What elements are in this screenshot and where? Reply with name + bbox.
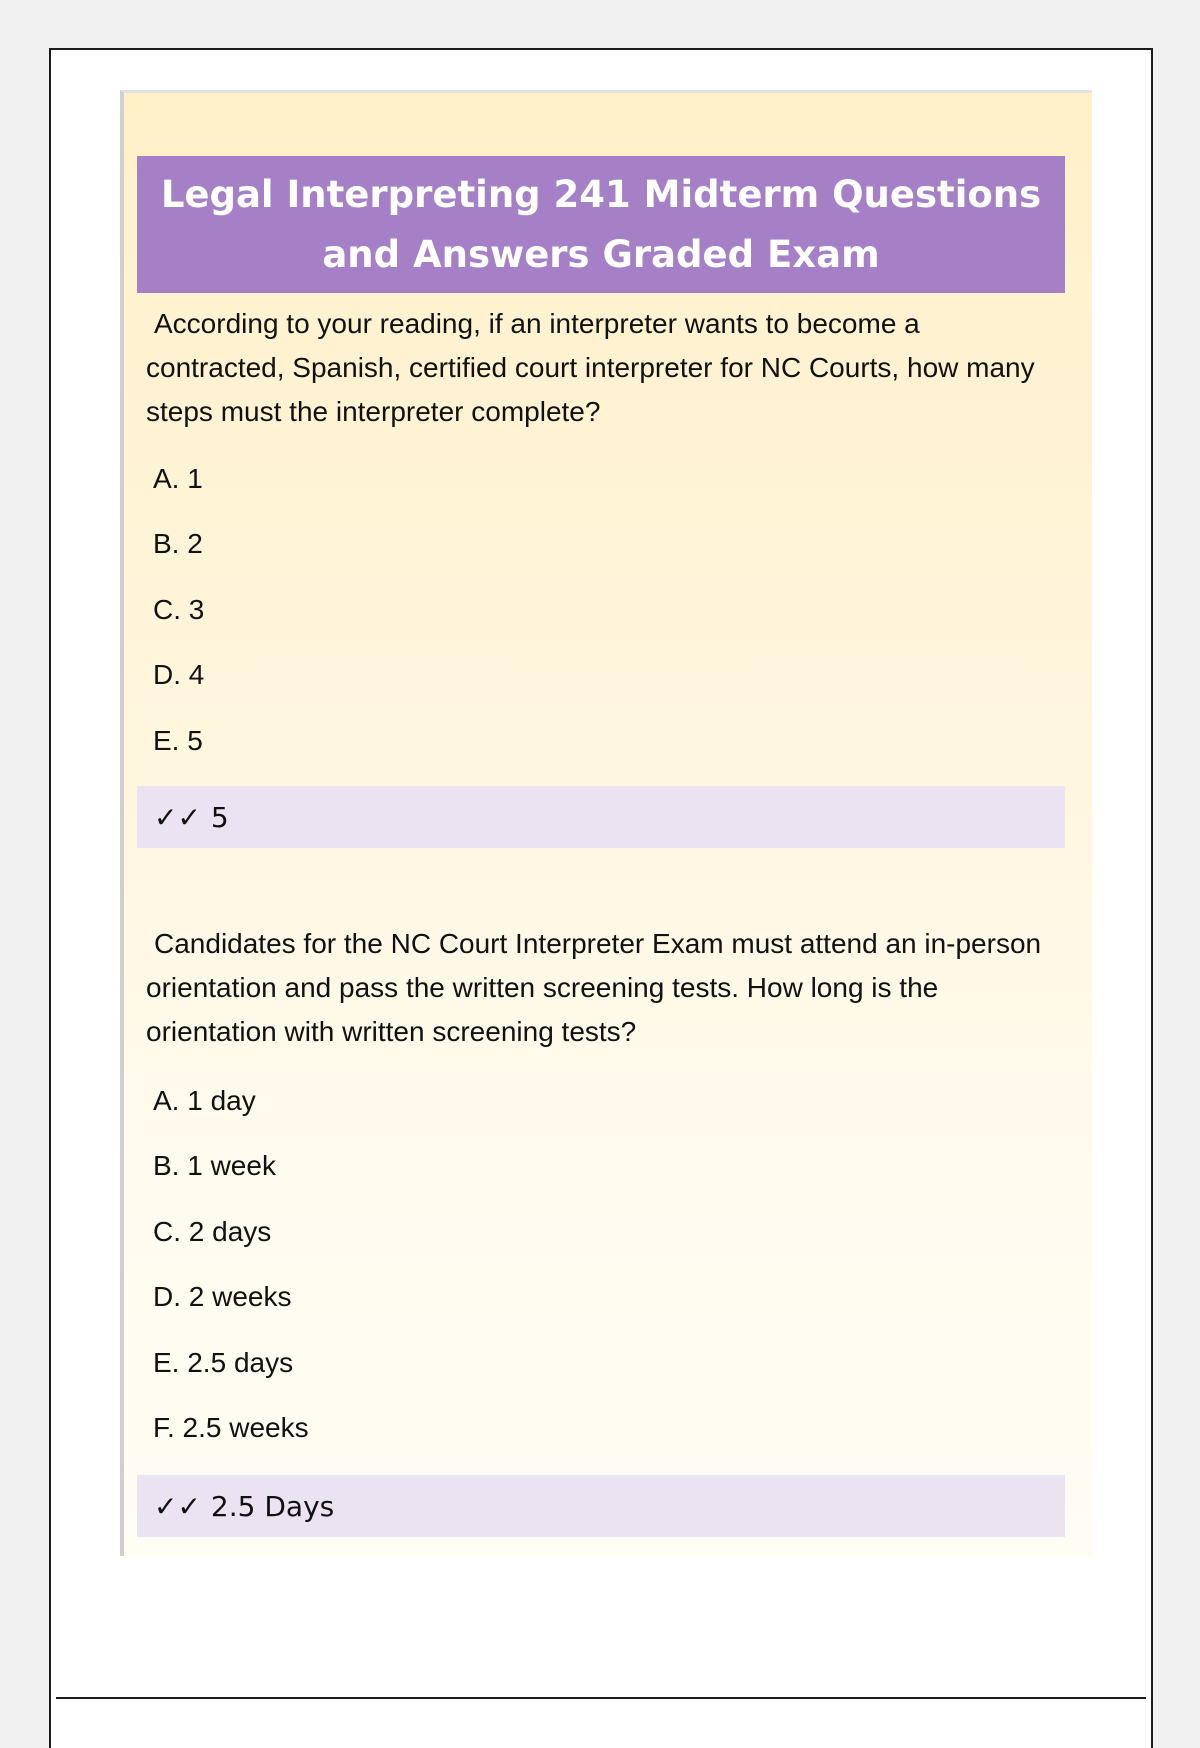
exam-title: Legal Interpreting 241 Midterm Questions and Answers Graded Exam: [160, 172, 1042, 276]
q1-option-e: E. 5: [153, 725, 203, 756]
q2-option-c: C. 2 days: [153, 1216, 272, 1247]
q2-option-a: A. 1 day: [153, 1085, 256, 1116]
q2-option-e: E. 2.5 days: [153, 1347, 294, 1378]
q1-option-c: C. 3: [153, 594, 205, 625]
title-banner: [137, 156, 1065, 293]
q1-option-b: B. 2: [153, 528, 203, 559]
q2-answer-band: [137, 1475, 1065, 1537]
q2-answer: 2.5 Days: [210, 1489, 335, 1523]
q1-answer-band: [137, 786, 1065, 848]
q2-option-d: D. 2 weeks: [153, 1281, 292, 1312]
page-bottom-rule: [56, 1697, 1146, 1699]
double-check-icon: ✓✓: [154, 1489, 201, 1523]
q2-option-b: B. 1 week: [153, 1150, 276, 1181]
q1-option-d: D. 4: [153, 659, 205, 690]
q1-answer: 5: [210, 800, 229, 834]
question-2-text: Candidates for the NC Court Interpreter Exam must attend an in-person orientation and pass the written screening tests. How long is the orientation with written screening tests?: [146, 928, 1042, 1047]
q1-option-a: A. 1: [153, 463, 203, 494]
double-check-icon: ✓✓: [154, 800, 201, 834]
question-1-text: According to your reading, if an interpreter wants to become a contracted, Spanish, certified court interpreter for NC Courts, how many steps must the interpreter complete?: [146, 308, 1035, 427]
q2-option-f: F. 2.5 weeks: [153, 1412, 309, 1443]
